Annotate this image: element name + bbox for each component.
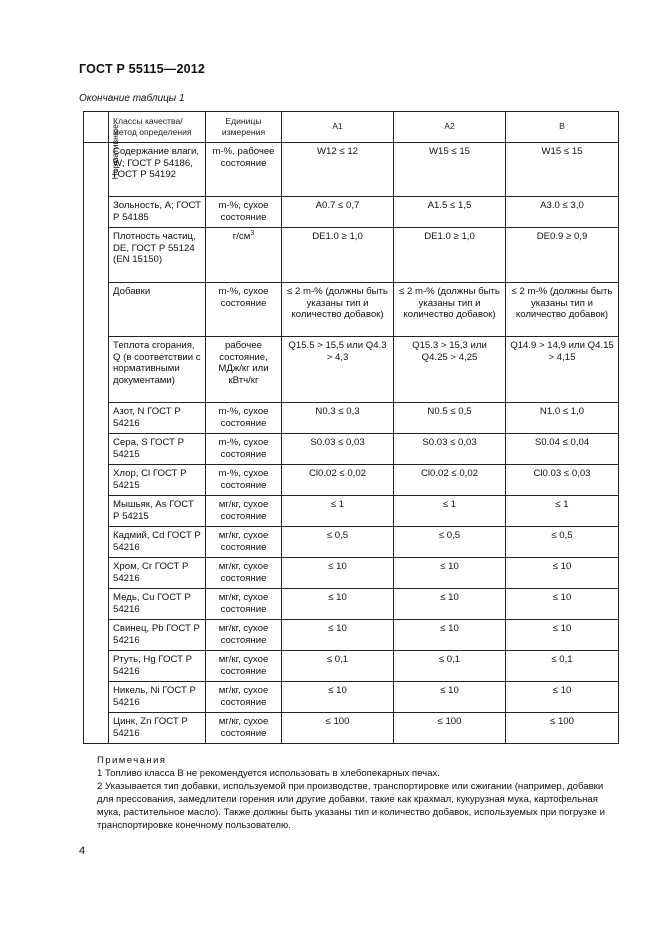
param-cell: Хром, Cr ГОСТ Р 54216	[109, 558, 206, 589]
group-label: Нормативные	[109, 124, 120, 180]
value-b: N1.0 ≤ 1,0	[506, 403, 619, 434]
param-cell: Теплота сгорания, Q (в соответствии с нормативными документами)	[109, 337, 206, 403]
param-cell: Цинк, Zn ГОСТ Р 54216	[109, 713, 206, 744]
value-b: ≤ 10	[506, 682, 619, 713]
value-a1: ≤ 0,1	[282, 651, 394, 682]
value-a2: W15 ≤ 15	[394, 143, 506, 197]
note-item: 2 Указывается тип добавки, используемой при производстве, транспортировке или сжигании (например, добавки для прессования, замедлители горения или другие добавки, такие как крахмал, кукурузная мука, картофельная мука, растительное масло). Также должны быть указаны тип и количество добавок, используемых при погрузке и транспортировке конечному пользователю.	[97, 781, 606, 831]
table-row	[84, 403, 619, 434]
param-cell: Мышьяк, As ГОСТ Р 54215	[109, 496, 206, 527]
unit-cell	[206, 228, 282, 283]
quality-table	[83, 111, 619, 744]
value-a2: ≤ 10	[394, 682, 506, 713]
value-b: ≤ 10	[506, 558, 619, 589]
value-a1: Cl0.02 ≤ 0,02	[282, 465, 394, 496]
value-b: DE0.9 ≥ 0,9	[506, 228, 619, 283]
value-a2: ≤ 10	[394, 589, 506, 620]
value-a1: A0.7 ≤ 0,7	[282, 197, 394, 228]
param-cell: Никель, Ni ГОСТ Р 54216	[109, 682, 206, 713]
value-b: Q14.9 > 14,9 или Q4.15 > 4,15	[506, 337, 619, 403]
value-b: ≤ 100	[506, 713, 619, 744]
unit-cell: мг/кг, сухое состояние	[206, 589, 282, 620]
table-row	[84, 143, 619, 197]
value-a2: Q15.3 > 15,3 или Q4.25 > 4,25	[394, 337, 506, 403]
unit-cell: мг/кг, сухое состояние	[206, 651, 282, 682]
unit-cell: мг/кг, сухое состояние	[206, 682, 282, 713]
header-empty-cell	[84, 112, 109, 143]
value-a1: ≤ 10	[282, 589, 394, 620]
value-b: Cl0.03 ≤ 0,03	[506, 465, 619, 496]
unit-text: г/см	[232, 231, 251, 242]
table-row	[84, 434, 619, 465]
value-a2: ≤ 2 m-% (должны быть указаны тип и количество добавок)	[394, 283, 506, 337]
value-b: W15 ≤ 15	[506, 143, 619, 197]
unit-cell: m-%, сухое состояние	[206, 403, 282, 434]
param-cell: Медь, Cu ГОСТ Р 54216	[109, 589, 206, 620]
header-units: Единицы измерения	[206, 112, 282, 143]
unit-cell: мг/кг, сухое состояние	[206, 620, 282, 651]
unit-cell: m-%, сухое состояние	[206, 197, 282, 228]
value-a2: ≤ 0,5	[394, 527, 506, 558]
param-cell: Содержание влаги, W; ГОСТ Р 54186, ГОСТ Р 54192	[109, 143, 206, 197]
header-b: В	[506, 112, 619, 143]
table-row	[84, 283, 619, 337]
param-cell: Свинец, Pb ГОСТ Р 54216	[109, 620, 206, 651]
param-cell: Плотность частиц, DE, ГОСТ Р 55124 (EN 15150)	[109, 228, 206, 283]
table-row	[84, 496, 619, 527]
table-row	[84, 228, 619, 283]
value-b: ≤ 2 m-% (должны быть указаны тип и количество добавок)	[506, 283, 619, 337]
page-number: 4	[79, 845, 86, 857]
table-row	[84, 337, 619, 403]
value-a1: DE1.0 ≥ 1,0	[282, 228, 394, 283]
value-a2: DE1.0 ≥ 1,0	[394, 228, 506, 283]
value-a2: Cl0.02 ≤ 0,02	[394, 465, 506, 496]
unit-cell: m-%, рабочее состояние	[206, 143, 282, 197]
value-a2: ≤ 1	[394, 496, 506, 527]
table-row	[84, 651, 619, 682]
value-a1: N0.3 ≤ 0,3	[282, 403, 394, 434]
param-cell: Добавки	[109, 283, 206, 337]
value-b: S0.04 ≤ 0,04	[506, 434, 619, 465]
param-cell: Хлор, Cl ГОСТ Р 54215	[109, 465, 206, 496]
header-a1: А1	[282, 112, 394, 143]
value-a1: ≤ 100	[282, 713, 394, 744]
value-b: ≤ 0,5	[506, 527, 619, 558]
value-a1: ≤ 10	[282, 682, 394, 713]
value-a1: Q15.5 > 15,5 или Q4.3 > 4,3	[282, 337, 394, 403]
value-a1: ≤ 1	[282, 496, 394, 527]
value-a1: W12 ≤ 12	[282, 143, 394, 197]
group-cell	[84, 124, 120, 744]
table-row	[84, 620, 619, 651]
table-row	[84, 197, 619, 228]
unit-cell: мг/кг, сухое состояние	[206, 713, 282, 744]
notes-block	[97, 754, 619, 832]
unit-cell: рабочее состояние, МДж/кг или кВтч/кг	[206, 337, 282, 403]
param-cell: Кадмий, Cd ГОСТ Р 54216	[109, 527, 206, 558]
value-b: A3.0 ≤ 3,0	[506, 197, 619, 228]
table-row	[84, 527, 619, 558]
unit-cell: m-%, сухое состояние	[206, 283, 282, 337]
value-b: ≤ 1	[506, 496, 619, 527]
table-row	[84, 589, 619, 620]
value-a2: ≤ 10	[394, 558, 506, 589]
param-cell: Сера, S ГОСТ Р 54215	[109, 434, 206, 465]
value-a2: N0.5 ≤ 0,5	[394, 403, 506, 434]
value-a1: ≤ 10	[282, 620, 394, 651]
value-a1: ≤ 2 m-% (должны быть указаны тип и количество добавок)	[282, 283, 394, 337]
note-item: 1 Топливо класса В не рекомендуется использовать в хлебопекарных печах.	[97, 768, 440, 779]
value-b: ≤ 10	[506, 620, 619, 651]
table-caption: Окончание таблицы 1	[79, 93, 185, 104]
value-a1: S0.03 ≤ 0,03	[282, 434, 394, 465]
value-a1: ≤ 10	[282, 558, 394, 589]
value-a2: S0.03 ≤ 0,03	[394, 434, 506, 465]
value-b: ≤ 0,1	[506, 651, 619, 682]
unit-cell: m-%, сухое состояние	[206, 434, 282, 465]
value-a1: ≤ 0,5	[282, 527, 394, 558]
unit-superscript: 3	[250, 229, 255, 237]
standard-header: ГОСТ Р 55115—2012	[79, 62, 206, 76]
unit-cell: мг/кг, сухое состояние	[206, 527, 282, 558]
table-header-row	[84, 112, 619, 143]
table-row	[84, 713, 619, 744]
value-a2: ≤ 0,1	[394, 651, 506, 682]
param-cell: Ртуть, Hg ГОСТ Р 54216	[109, 651, 206, 682]
notes-title: Примечания	[97, 755, 167, 766]
unit-cell: мг/кг, сухое состояние	[206, 496, 282, 527]
header-a2: А2	[394, 112, 506, 143]
table-row	[84, 558, 619, 589]
value-b: ≤ 10	[506, 589, 619, 620]
unit-cell: мг/кг, сухое состояние	[206, 558, 282, 589]
value-a2: ≤ 10	[394, 620, 506, 651]
param-cell: Азот, N ГОСТ Р 54216	[109, 403, 206, 434]
param-cell: Зольность, A; ГОСТ Р 54185	[109, 197, 206, 228]
table-row	[84, 465, 619, 496]
value-a2: ≤ 100	[394, 713, 506, 744]
unit-cell: m-%, сухое состояние	[206, 465, 282, 496]
value-a2: A1.5 ≤ 1,5	[394, 197, 506, 228]
table-row	[84, 682, 619, 713]
header-class-method: Классы качества/ метод определения	[109, 112, 206, 143]
